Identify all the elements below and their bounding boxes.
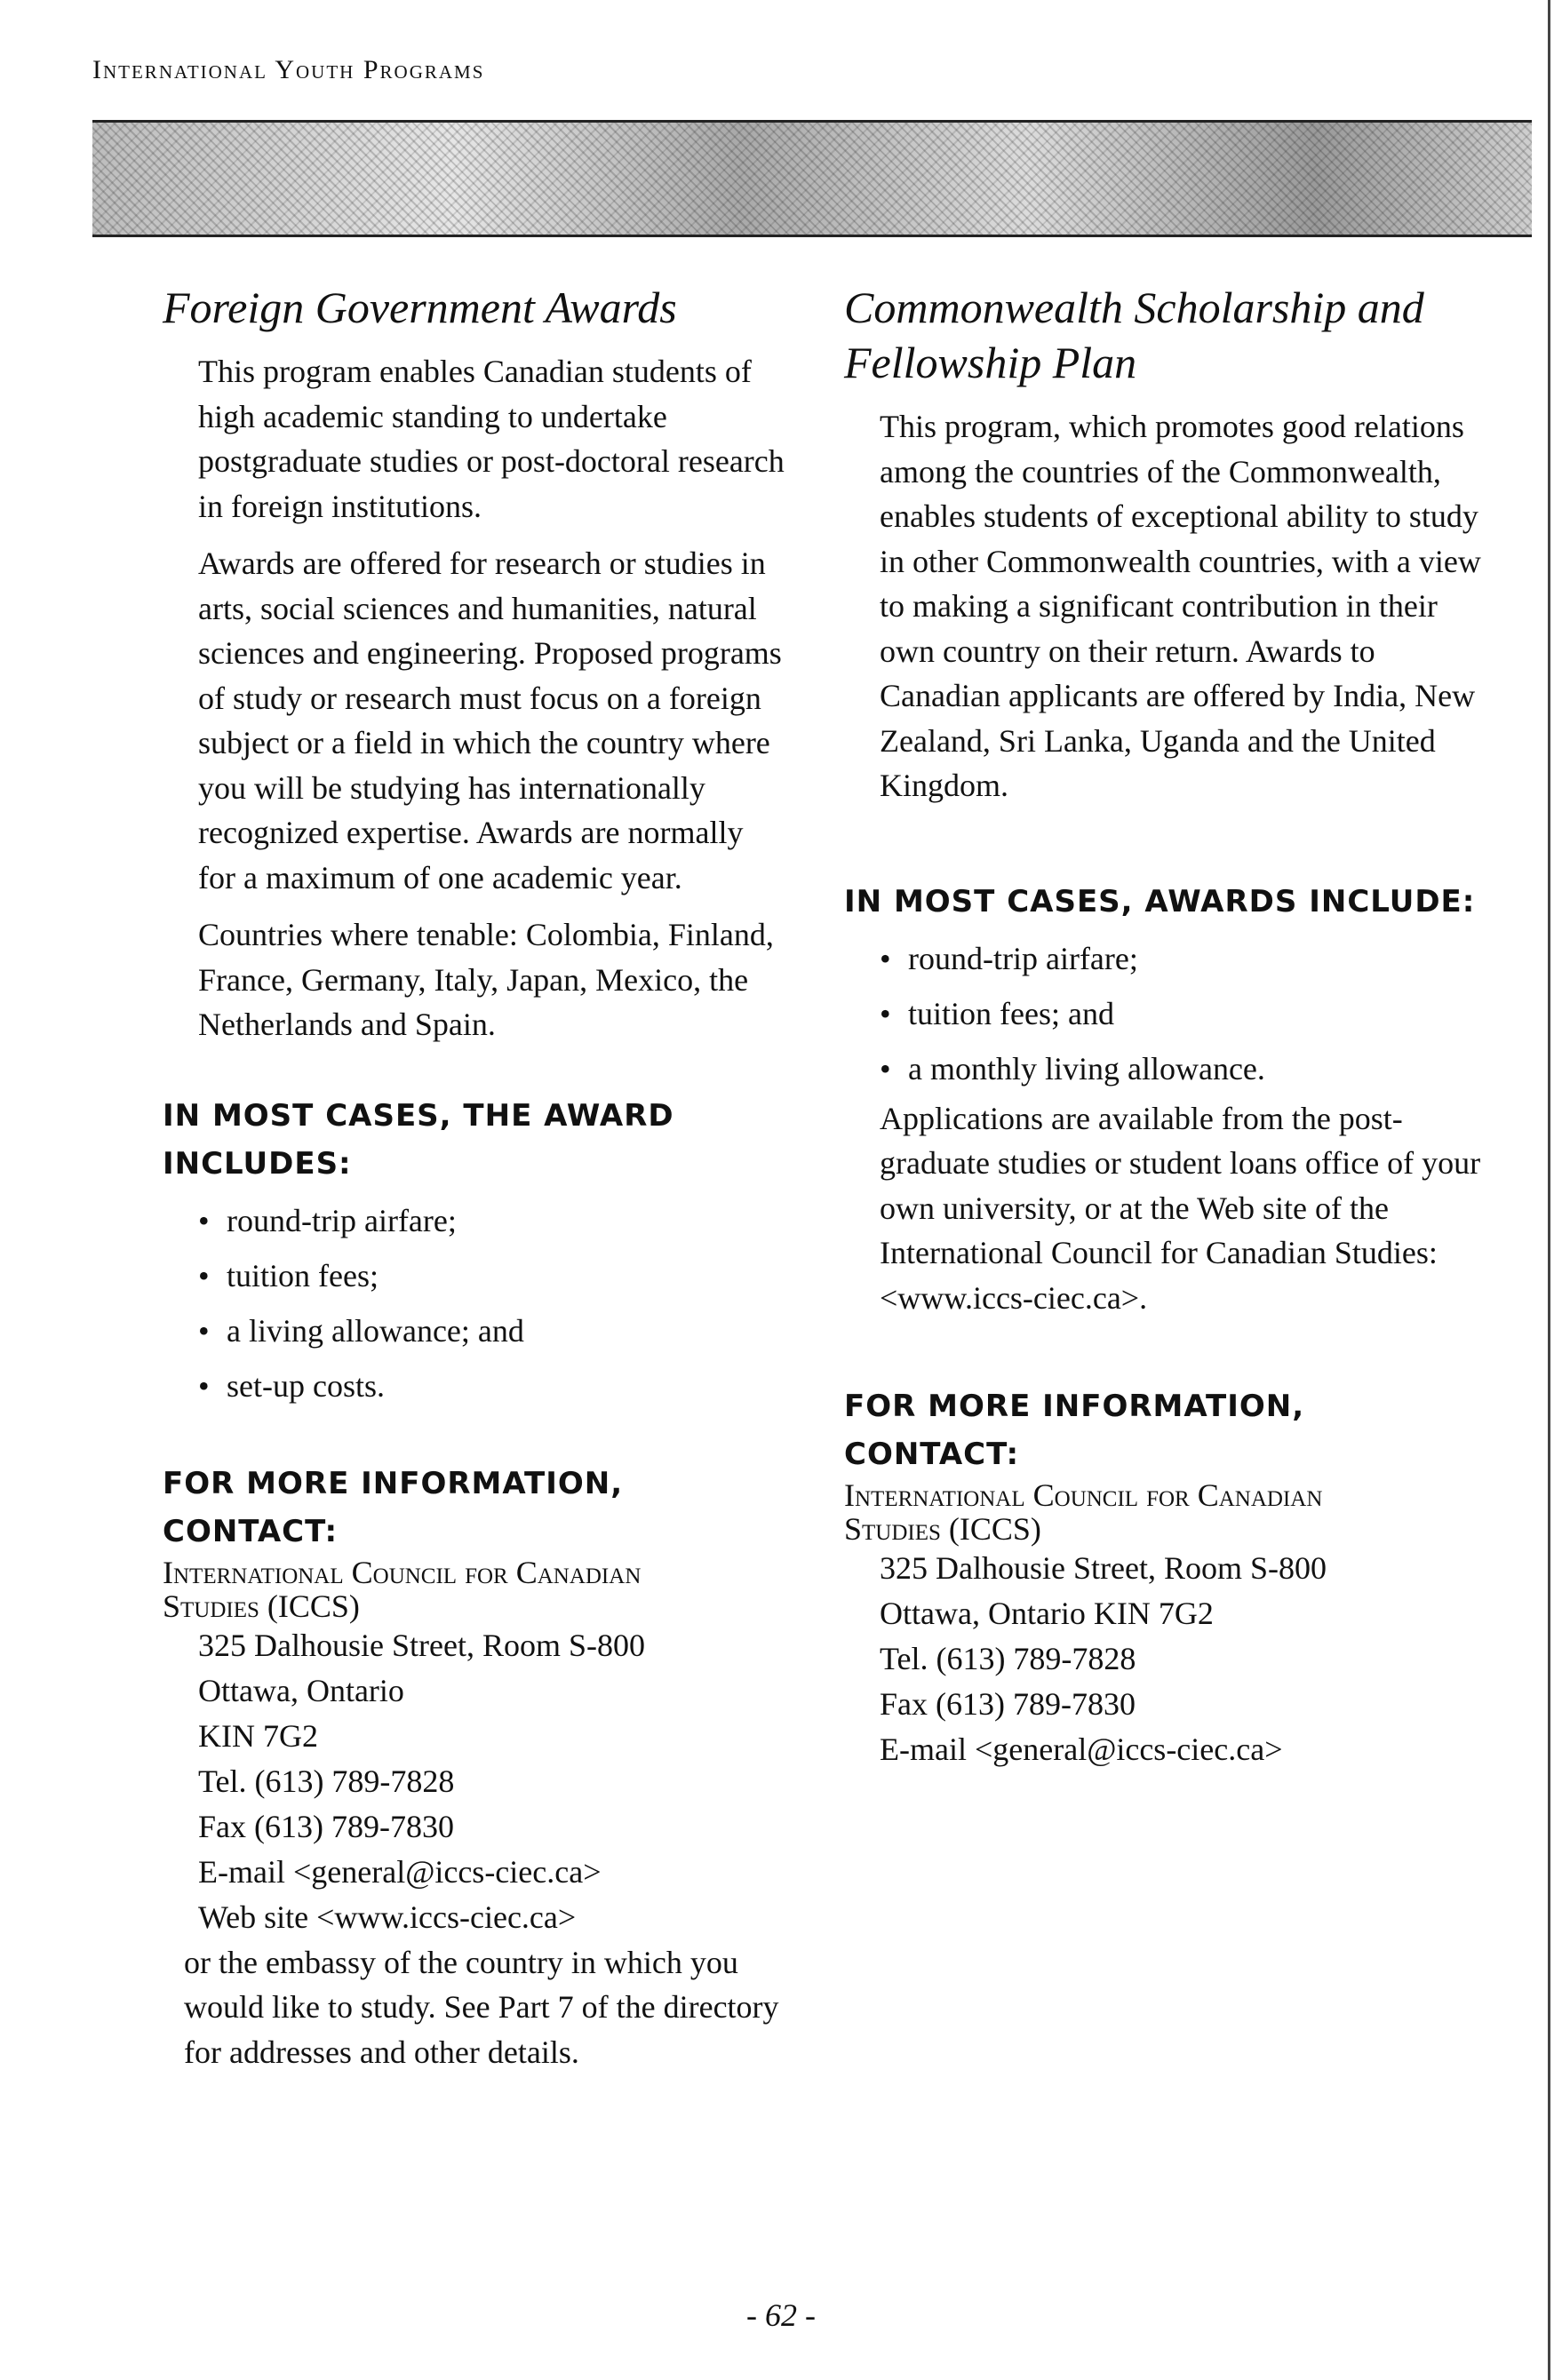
section-title-foreign-awards: Foreign Government Awards bbox=[163, 283, 677, 332]
phone: Tel. (613) 789-7828 bbox=[198, 1763, 455, 1799]
applications-text bbox=[844, 1096, 1484, 1321]
email: E-mail <general@iccs-ciec.ca> bbox=[880, 1731, 1283, 1767]
paragraph: Applications are available from the post-graduate studies or student loans office of your own university, or at the Web site of the International Council for Canadian Studies: <www.iccs-ciec.ca>. bbox=[880, 1100, 1481, 1316]
address-line: Ottawa, Ontario bbox=[198, 1672, 404, 1708]
page-edge-rule bbox=[1548, 0, 1550, 2380]
org-name-line2: Studies (ICCS) bbox=[163, 1588, 360, 1624]
list-item: • a living allowance; and bbox=[198, 1303, 785, 1358]
list-item: • round-trip airfare; bbox=[198, 1193, 785, 1248]
org-name-line2: Studies (ICCS) bbox=[844, 1511, 1041, 1547]
page-number: - 62 - bbox=[746, 2297, 816, 2333]
includes-heading-line1: IN MOST CASES, THE AWARD bbox=[163, 1097, 674, 1134]
org-name-line1: International Council for Canadian bbox=[163, 1554, 642, 1590]
right-column bbox=[844, 280, 1484, 1772]
address-line: 325 Dalhousie Street, Room S-800 bbox=[198, 1627, 645, 1663]
org-name-line1: International Council for Canadian bbox=[844, 1477, 1323, 1513]
address-line: Ottawa, Ontario KIN 7G2 bbox=[880, 1596, 1214, 1631]
address-line: 325 Dalhousie Street, Room S-800 bbox=[880, 1550, 1327, 1586]
list-item: • round-trip airfare; bbox=[880, 931, 1484, 986]
includes-list bbox=[163, 1193, 785, 1413]
includes-heading-line2: INCLUDES: bbox=[163, 1145, 352, 1182]
phone: Tel. (613) 789-7828 bbox=[880, 1641, 1136, 1676]
left-column bbox=[163, 280, 785, 2074]
address-block bbox=[163, 1623, 785, 1940]
title-line2: Fellowship Plan bbox=[844, 338, 1137, 387]
email: E-mail <general@iccs-ciec.ca> bbox=[198, 1853, 602, 1890]
includes-list bbox=[844, 931, 1484, 1096]
contact-heading: FOR MORE INFORMATION, CONTACT: bbox=[163, 1465, 624, 1549]
fax: Fax (613) 789-7830 bbox=[198, 1808, 454, 1844]
fax: Fax (613) 789-7830 bbox=[880, 1686, 1136, 1722]
paragraph: This program, which promotes good relations among the countries of the Commonwealth, enables students of exceptional ability to study in other Commonwealth countries, with a view to making a significant contribution in their own country on their return. Awards to Canadian applicants are offered by India, New Zealand, Sri Lanka, Uganda and the United Kingdom. bbox=[880, 409, 1481, 803]
org-name bbox=[844, 1478, 1484, 1546]
includes-heading bbox=[163, 1092, 785, 1188]
title-line1: Commonwealth Scholarship and bbox=[844, 283, 1424, 332]
paragraph: Countries where tenable: Colombia, Finland, France, Germany, Italy, Japan, Mexico, the Netherlands and Spain. bbox=[198, 917, 774, 1042]
org-name bbox=[163, 1556, 785, 1623]
address-line: KIN 7G2 bbox=[198, 1717, 318, 1754]
paragraph: This program enables Canadian students of high academic standing to undertake postgraduate studies or post-doctoral research in foreign institutions. bbox=[198, 354, 785, 524]
includes-heading: IN MOST CASES, AWARDS INCLUDE: bbox=[844, 883, 1476, 919]
closing-text: or the embassy of the country in which you would like to study. See Part 7 of the directory for addresses and other details. bbox=[184, 1944, 779, 2070]
list-item: • tuition fees; bbox=[198, 1248, 785, 1303]
decorative-banner bbox=[92, 120, 1532, 237]
list-item: • tuition fees; and bbox=[880, 986, 1484, 1041]
section-title-commonwealth bbox=[844, 280, 1484, 390]
contact-heading: FOR MORE INFORMATION, CONTACT: bbox=[844, 1389, 1305, 1472]
list-item: • set-up costs. bbox=[198, 1358, 785, 1413]
left-body bbox=[163, 349, 785, 1047]
website: Web site <www.iccs-ciec.ca> bbox=[198, 1898, 577, 1935]
paragraph: Awards are offered for research or studies in arts, social sciences and humanities, natural sciences and engineering. Proposed programs of study or research must focus on a foreign subject or a field in which the country where you will be studying has internationally recognized expertise. Awards are normally for a maximum of one academic year. bbox=[198, 545, 782, 895]
right-body bbox=[844, 404, 1484, 808]
address-block bbox=[844, 1546, 1484, 1772]
list-item: • a monthly living allowance. bbox=[880, 1041, 1484, 1096]
running-head: International Youth Programs bbox=[92, 55, 485, 84]
